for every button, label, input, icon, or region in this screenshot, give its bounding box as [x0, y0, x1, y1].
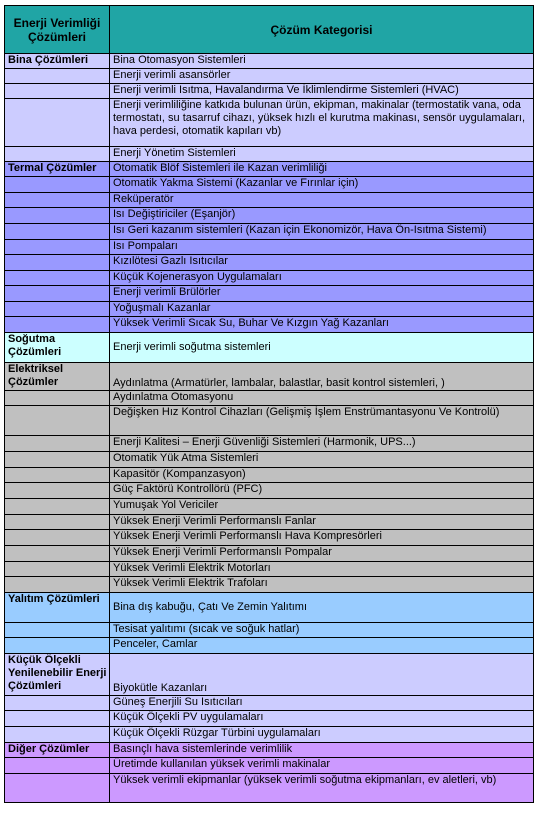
- table-row: [5, 99, 534, 147]
- solution-cell: Enerji verimliliğine katkıda bulunan ürün, ekipman, makinalar (termostatik vana, oda termostatı, su tasarruf cihazı, yüksek hızlı el kurutma makinası, sensör uygulamaları, hava perdesi, otomatik kapıları vb): [110, 99, 534, 147]
- solution-cell: Enerji Kalitesi – Enerji Güvenliği Sistemleri (Harmonik, UPS...): [110, 436, 534, 452]
- table-row: [5, 255, 534, 271]
- category-cell-bina: Bina Çözümleri: [5, 54, 110, 69]
- category-cell-empty: [5, 69, 110, 84]
- table-row: [5, 743, 534, 758]
- category-cell-empty: [5, 546, 110, 562]
- category-cell-empty: [5, 193, 110, 208]
- category-cell-empty: [5, 696, 110, 711]
- category-cell-empty: [5, 727, 110, 743]
- solution-cell: Yüksek Enerji Verimli Performanslı Fanlar: [110, 515, 534, 530]
- solution-cell: Yüksek Verimli Elektrik Trafoları: [110, 577, 534, 593]
- table-row: [5, 177, 534, 193]
- table-row: [5, 162, 534, 177]
- table-row: [5, 406, 534, 436]
- solution-cell: Yüksek verimli ekipmanlar (yüksek verimli soğutma ekipmanları, ev aletleri, vb): [110, 774, 534, 803]
- category-cell-elektrik: Elektriksel Çözümler: [5, 363, 110, 391]
- solution-cell: Enerji verimli soğutma sistemleri: [110, 333, 534, 363]
- solution-cell: Enerji verimli Isıtma, Havalandırma Ve İklimlendirme Sistemleri (HVAC): [110, 84, 534, 99]
- table-row: [5, 286, 534, 302]
- solution-cell: Aydınlatma Otomasyonu: [110, 391, 534, 406]
- solution-cell: Küçük Ölçekli Rüzgar Türbini uygulamaları: [110, 727, 534, 743]
- solution-cell: Bina dış kabuğu, Çatı Ve Zemin Yalıtımı: [110, 593, 534, 623]
- table-row: [5, 515, 534, 530]
- solution-cell: Penceler, Camlar: [110, 638, 534, 654]
- solution-cell: Basınçlı hava sistemlerinde verimlilik: [110, 743, 534, 758]
- solution-cell: Güneş Enerjili Su Isıtıcıları: [110, 696, 534, 711]
- solution-cell: Otomatik Blöf Sistemleri ile Kazan verimliliği: [110, 162, 534, 177]
- table-row: [5, 391, 534, 406]
- category-cell-empty: [5, 147, 110, 162]
- table-row: [5, 727, 534, 743]
- table-row: [5, 84, 534, 99]
- solution-cell: Küçük Ölçekli PV uygulamaları: [110, 711, 534, 727]
- table-row: [5, 317, 534, 333]
- solution-cell: Biyokütle Kazanları: [110, 654, 534, 696]
- table-row: [5, 774, 534, 803]
- category-cell-termal: Termal Çözümler: [5, 162, 110, 177]
- table-row: [5, 638, 534, 654]
- category-cell-yalitim: Yalıtım Çözümleri: [5, 593, 110, 623]
- category-cell-empty: [5, 623, 110, 638]
- category-cell-empty: [5, 499, 110, 515]
- category-cell-empty: [5, 452, 110, 468]
- table-row: [5, 54, 534, 69]
- solution-cell: Tesisat yalıtımı (sıcak ve soğuk hatlar): [110, 623, 534, 638]
- table-row: [5, 711, 534, 727]
- table-row: [5, 240, 534, 255]
- solution-cell: Değişken Hız Kontrol Cihazları (Gelişmiş İşlem Enstrümantasyonu Ve Kontrolü): [110, 406, 534, 436]
- table-row: [5, 147, 534, 162]
- table-row: [5, 530, 534, 546]
- solution-cell: Üretimde kullanılan yüksek verimli makinalar: [110, 758, 534, 774]
- table-row: [5, 654, 534, 696]
- solution-cell: Kapasitör (Kompanzasyon): [110, 468, 534, 483]
- category-cell-empty: [5, 638, 110, 654]
- category-cell-empty: [5, 562, 110, 577]
- table-body: [5, 54, 534, 803]
- table-row: [5, 546, 534, 562]
- header-col-category: Çözüm Kategorisi: [110, 6, 534, 54]
- solution-cell: Enerji verimli asansörler: [110, 69, 534, 84]
- solution-cell: Bina Otomasyon Sistemleri: [110, 54, 534, 69]
- category-cell-empty: [5, 391, 110, 406]
- table-row: [5, 436, 534, 452]
- table-row: [5, 333, 534, 363]
- category-cell-empty: [5, 515, 110, 530]
- table-row: [5, 562, 534, 577]
- solution-cell: Yoğuşmalı Kazanlar: [110, 302, 534, 317]
- table-row: [5, 577, 534, 593]
- category-cell-empty: [5, 530, 110, 546]
- table-row: [5, 271, 534, 286]
- category-cell-empty: [5, 271, 110, 286]
- solution-cell: Otomatik Yük Atma Sistemleri: [110, 452, 534, 468]
- table-row: [5, 696, 534, 711]
- table-row: [5, 758, 534, 774]
- category-cell-empty: [5, 208, 110, 224]
- category-cell-empty: [5, 84, 110, 99]
- category-cell-empty: [5, 255, 110, 271]
- solution-cell: Yüksek Enerji Verimli Performanslı Pompalar: [110, 546, 534, 562]
- solution-cell: Güç Faktörü Kontrollörü (PFC): [110, 483, 534, 499]
- solution-cell: Yumuşak Yol Vericiler: [110, 499, 534, 515]
- table-row: [5, 224, 534, 240]
- category-cell-sogutma: Soğutma Çözümleri: [5, 333, 110, 363]
- category-cell-empty: [5, 286, 110, 302]
- solution-cell: Isı Pompaları: [110, 240, 534, 255]
- solution-cell: Isı Geri kazanım sistemleri (Kazan için Ekonomizör, Hava Ön-Isıtma Sistemi): [110, 224, 534, 240]
- category-cell-empty: [5, 240, 110, 255]
- table-row: [5, 623, 534, 638]
- solution-cell: Isı Değiştiriciler (Eşanjör): [110, 208, 534, 224]
- table-row: [5, 193, 534, 208]
- solution-cell: Kızılötesi Gazlı Isıtıcılar: [110, 255, 534, 271]
- table-row: [5, 593, 534, 623]
- solution-cell: Yüksek Verimli Sıcak Su, Buhar Ve Kızgın Yağ Kazanları: [110, 317, 534, 333]
- table-row: [5, 208, 534, 224]
- table-row: [5, 452, 534, 468]
- category-cell-empty: [5, 177, 110, 193]
- category-cell-empty: [5, 99, 110, 147]
- table-row: [5, 483, 534, 499]
- solution-cell: Aydınlatma (Armatürler, lambalar, balastlar, basit kontrol sistemleri, ): [110, 363, 534, 391]
- solution-cell: Reküperatör: [110, 193, 534, 208]
- category-cell-empty: [5, 758, 110, 774]
- category-cell-empty: [5, 577, 110, 593]
- table-row: [5, 302, 534, 317]
- category-cell-empty: [5, 317, 110, 333]
- category-cell-empty: [5, 406, 110, 436]
- category-cell-diger: Diğer Çözümler: [5, 743, 110, 758]
- solution-cell: Küçük Kojenerasyon Uygulamaları: [110, 271, 534, 286]
- category-cell-empty: [5, 774, 110, 803]
- category-cell-empty: [5, 468, 110, 483]
- solution-cell: Enerji verimli Brülörler: [110, 286, 534, 302]
- table-row: [5, 363, 534, 391]
- category-cell-empty: [5, 711, 110, 727]
- solution-cell: Enerji Yönetim Sistemleri: [110, 147, 534, 162]
- category-cell-empty: [5, 302, 110, 317]
- category-cell-empty: [5, 436, 110, 452]
- header-row: [5, 6, 534, 54]
- solution-cell: Yüksek Verimli Elektrik Motorları: [110, 562, 534, 577]
- solutions-table: [4, 5, 534, 803]
- table-row: [5, 468, 534, 483]
- category-cell-empty: [5, 483, 110, 499]
- table-row: [5, 499, 534, 515]
- header-col-efficiency: Enerji Verimliği Çözümleri: [5, 6, 110, 54]
- category-cell-kucuk: Küçük Ölçekli Yenilenebilir Enerji Çözümleri: [5, 654, 110, 696]
- solution-cell: Otomatik Yakma Sistemi (Kazanlar ve Fırınlar için): [110, 177, 534, 193]
- table-row: [5, 69, 534, 84]
- category-cell-empty: [5, 224, 110, 240]
- solution-cell: Yüksek Enerji Verimli Performanslı Hava Kompresörleri: [110, 530, 534, 546]
